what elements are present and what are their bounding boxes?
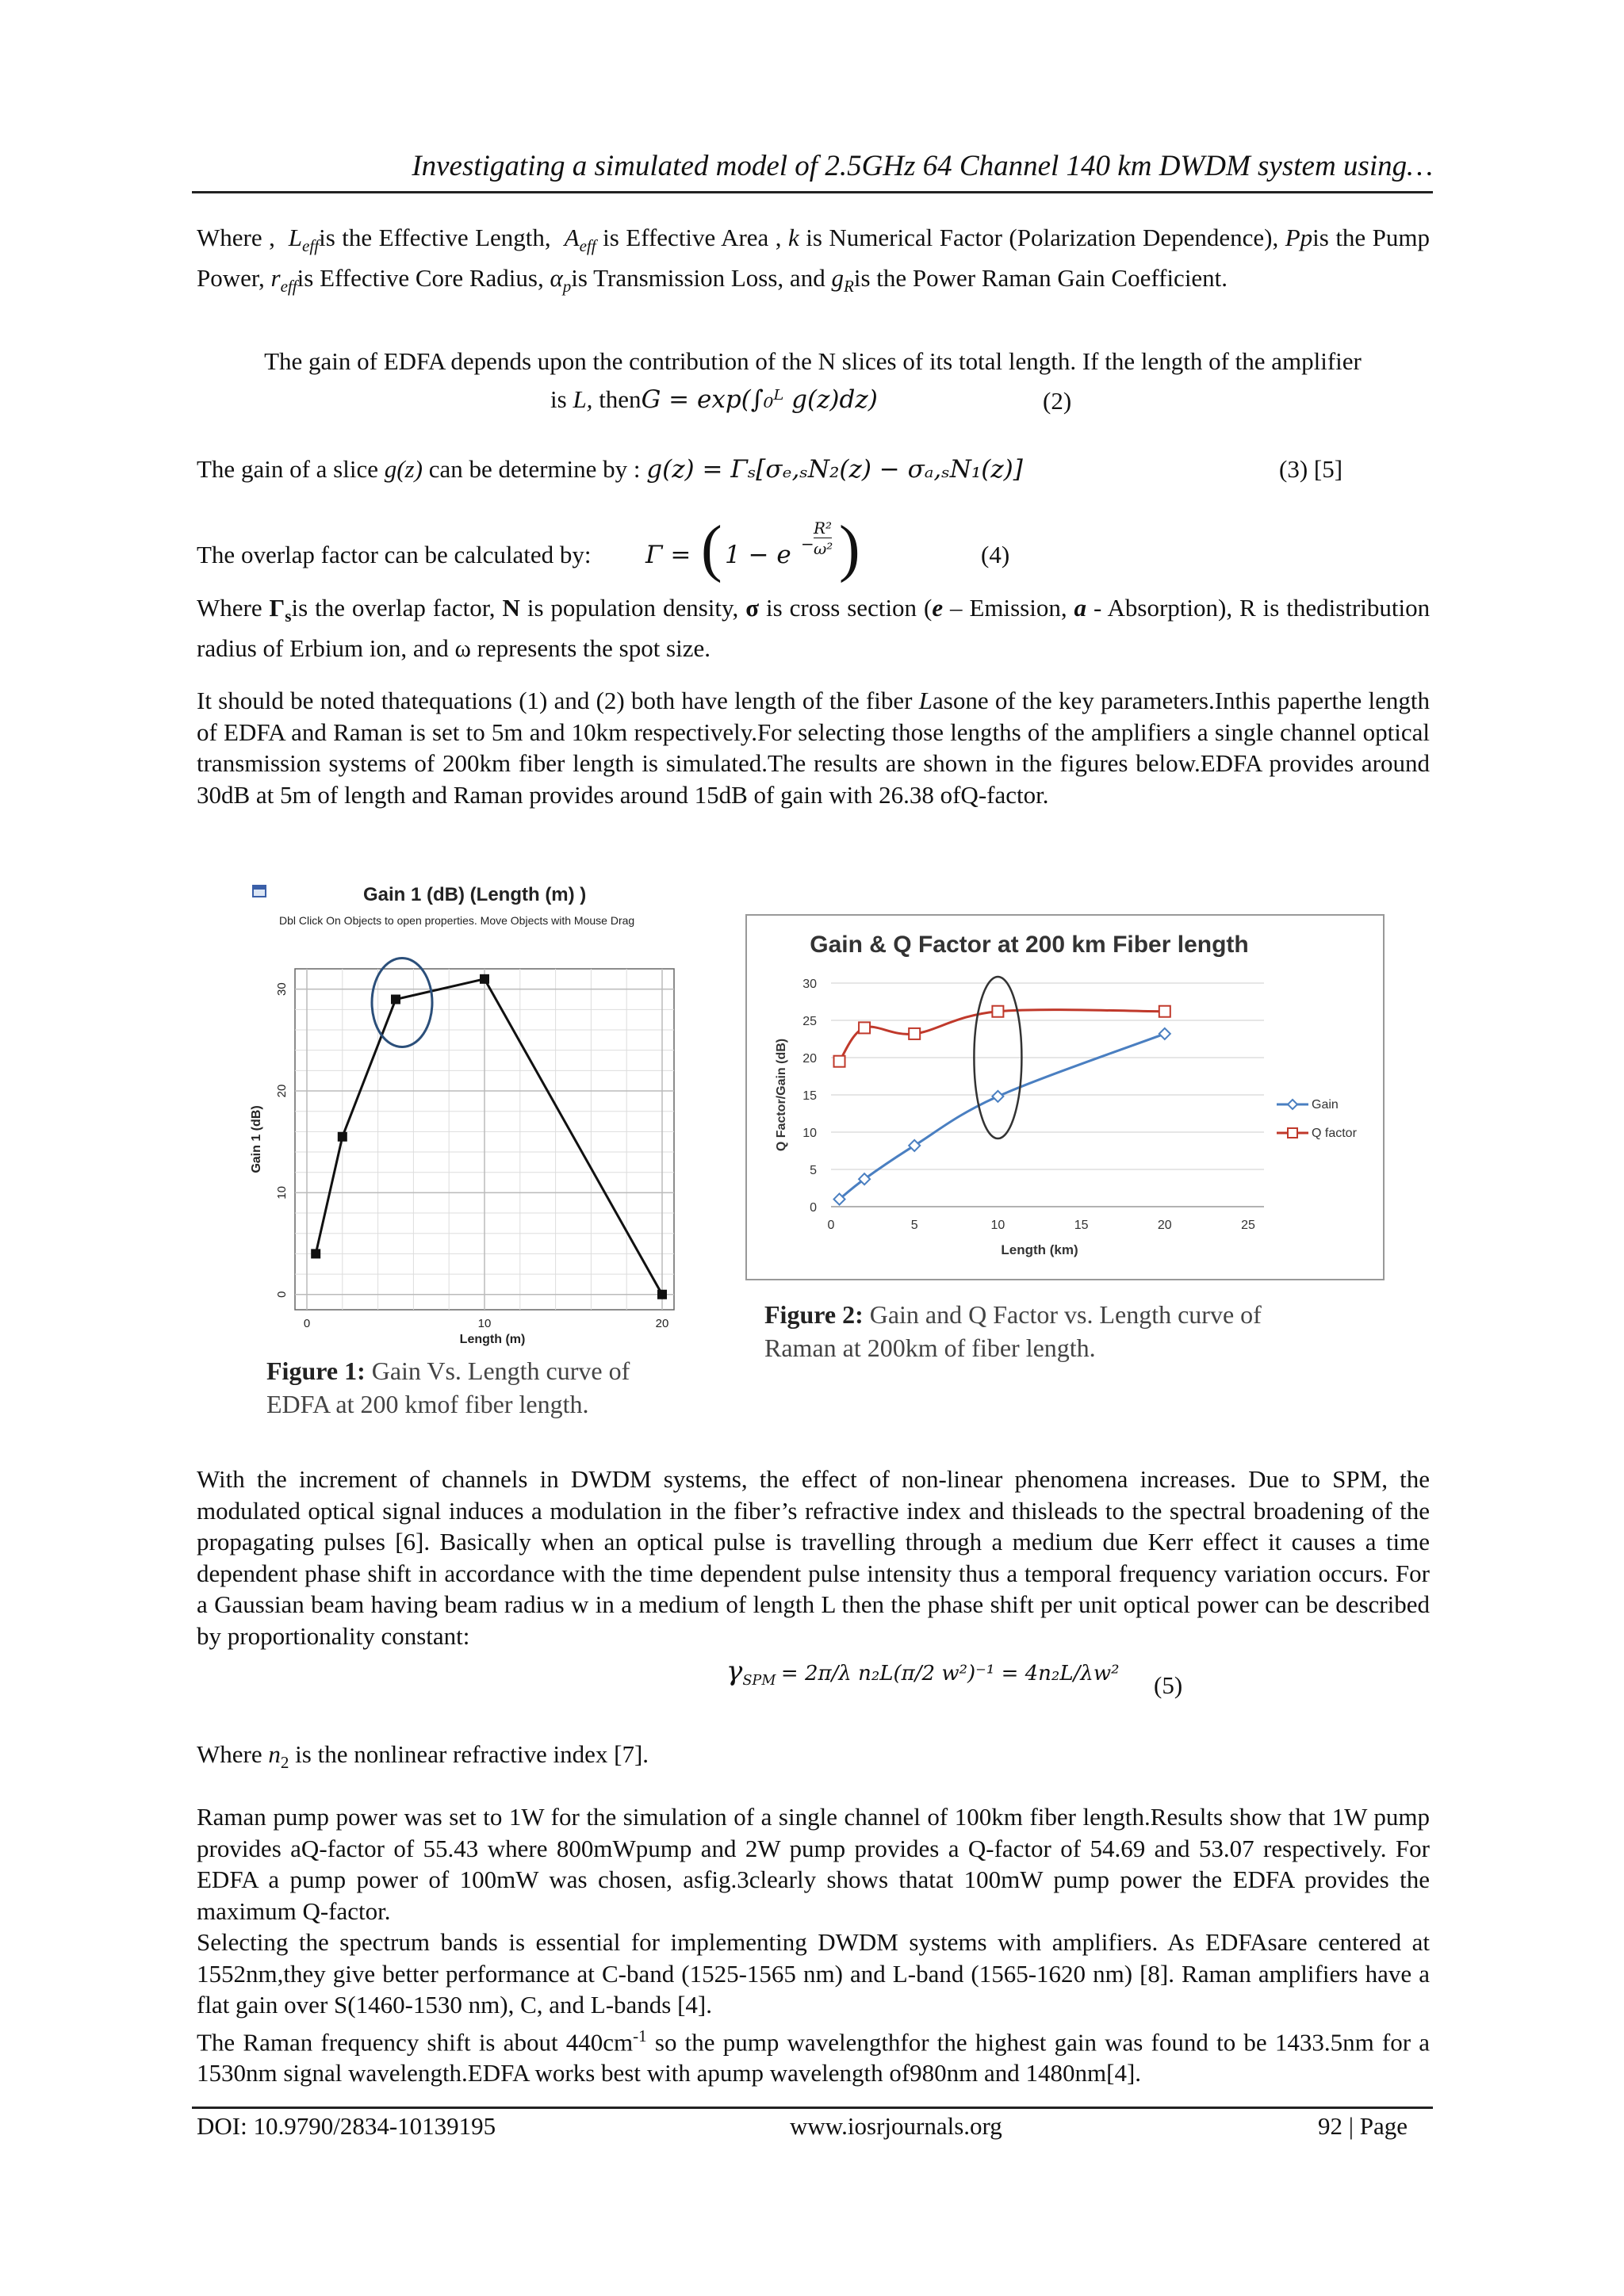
figure-1-x-axis-label: Length (m) [459,1333,526,1346]
figure-1-y-tick-label: 20 [275,1084,289,1098]
figure-1-data-point [391,995,400,1004]
figure-2-qfactor-point [992,1006,1003,1017]
figure-1-data-point [338,1132,347,1142]
figure-2-x-tick-label: 25 [1241,1219,1255,1232]
figure-2-gain-point [992,1091,1003,1102]
figure-1-x-tick-label: 0 [303,1317,311,1330]
edfa-gain-paragraph: The gain of EDFA depends upon the contribution of the N slices of its total length. If the length of the amplifier [264,347,1362,375]
equation-4-text: The overlap factor can be calculated by: [197,541,592,568]
figure-2-legend-marker [1288,1128,1297,1138]
figure-2-legend-label: Q factor [1312,1127,1357,1140]
footer-rule [192,2107,1433,2109]
figure-2-legend-marker [1288,1100,1297,1109]
overlap-definitions-paragraph: Where $\Gamma_sis$ the overlap factor, N is population density, σ is cross section (e – Emission, a - Absorption), R is thedistribution radius of Erbium ion, and ω represents the spot size. [197,594,1431,662]
figure-2-qfactor-point [834,1056,845,1067]
figure-2-qfactor-point [859,1022,870,1033]
figure-2-gain-line [840,1034,1165,1200]
footer-doi: DOI: 10.9790/2834-10139195 [197,2112,496,2140]
figure-2-qfactor-point [1159,1006,1170,1017]
equation-5-number: (5) [1154,1671,1183,1699]
figure-2-x-tick-label: 20 [1157,1219,1172,1232]
equation-2: is L, thenG = exp(∫₀ᴸ g(z)dz) [550,385,878,414]
figure-1-y-axis-label: Gain 1 (dB) [250,1105,263,1173]
equation-3: The gain of a slice g(z) can be determine by : g(z) = Γₛ[σₑ,ₛN₂(z) − σₐ,ₛN₁(z)] [197,455,1023,484]
figure-2-y-tick-label: 0 [810,1201,817,1215]
definitions-paragraph: Where , $L_{eff}is$ the Effective Length, $A_{eff}$ is Effective Area , k is Numerical Factor (Polarization Dependence), Ppis the Pump Power, $r_{eff}is$ Effective Core Radius, $\alpha_pis$ Transmission Loss, and $g_Ris$ the Power Raman Gain Coefficient. [197,224,1431,296]
figure-2-y-tick-label: 5 [810,1164,817,1177]
figure-2 [745,914,1385,1280]
figure-1-data-point [311,1249,320,1258]
figure-1-title: Gain 1 (dB) (Length (m) ) [363,884,587,905]
equation-3-number: (3) [5] [1279,455,1343,483]
figure-2-x-axis-label: Length (km) [1001,1242,1078,1257]
header-rule [192,191,1433,193]
figure-1-chart [246,878,714,1354]
figure-1-subtitle: Dbl Click On Objects to open properties. Move Objects with Mouse Drag [279,914,635,927]
figure-2-y-tick-label: 25 [802,1015,817,1028]
figure-2-y-axis-label: Q Factor/Gain (dB) [775,1038,788,1152]
figure-1-y-tick-label: 10 [275,1186,289,1200]
equation-5: $\gamma_{SPM} = 2\pi/\lambda$ n₂L(π/2 w²)⁻¹ = 4n₂L/λw² [726,1655,1120,1689]
figure-2-x-tick-label: 10 [990,1219,1005,1232]
figure-2-gain-point [1159,1028,1170,1039]
footer-page-number: 92 | Page [1318,2112,1408,2140]
figure-2-y-tick-label: 10 [802,1127,817,1140]
figure-2-legend-label: Gain [1312,1098,1339,1112]
figure-2-y-tick-label: 30 [802,978,817,991]
figure-1-data-point [480,974,489,984]
figure-2-caption: Figure 2: Gain and Q Factor vs. Length curve of Raman at 200km of fiber length. [764,1300,1262,1362]
equation-4-number: (4) [981,541,1010,568]
figure-2-x-tick-label: 5 [910,1219,918,1232]
figure-1-x-tick-label: 10 [477,1317,492,1330]
running-header: Investigating a simulated model of 2.5GHz 64 Channel 140 km DWDM system using… [412,150,1433,182]
figure-1-caption: Figure 1: Gain Vs. Length curve of EDFA at 200 kmof fiber length. [266,1357,630,1418]
figure-2-chart [747,916,1383,1279]
pump-power-paragraph: Raman pump power was set to 1W for the simulation of a single channel of 100km fiber length.Results show that 1W pump provides aQ-factor of 55.43 where 800mWpump and 2W pump provides a Q-factor of 54.69 and 53.07 respectively. For EDFA a pump power of 100mW was chosen, asfig.3clearly shows thatat 100mW pump power the EDFA provides the maximum Q-factor. Selecting the spectrum bands is essential for implementing DWDM systems with amplifiers. As EDFAsare centered at 1552nm,they give better performance at C-band (1525-1565 nm) and L-band (1565-1620 nm) [8]. Raman amplifiers have a flat gain over S(1460-1530 nm), C, and L-bands [4]. The Raman frequency shift is about $440cm^{-1}$ so the pump wavelengthfor the highest gain was found to be 1433.5nm for a 1530nm signal wavelength.EDFA works best with apump wavelength of980nm and 1480nm[4]. [197,1803,1430,2087]
figure-2-y-tick-label: 20 [802,1052,817,1066]
figure-2-gain-point [909,1140,920,1151]
figure-2-x-tick-label: 0 [827,1219,835,1232]
figure-1-plot-area [250,959,674,1346]
figure-2-y-tick-label: 15 [802,1089,817,1103]
nonlinear-index-paragraph: Where $n_2$ is the nonlinear refractive index [7]. [197,1740,649,1773]
figure-2-x-tick-label: 15 [1074,1219,1089,1232]
figure-2-title: Gain & Q Factor at 200 km Fiber length [810,932,1249,958]
figure-1-y-tick-label: 0 [275,1291,289,1298]
footer-website: www.iosrjournals.org [790,2112,1002,2140]
length-selection-paragraph: It should be noted thatequations (1) and (2) both have length of the fiber Lasone of the key parameters.Inthis paperthe length of EDFA and Raman is set to 5m and 10km respectively.For selecting those lengths of the amplifiers a single channel optical transmission systems of 200km fiber length is simulated.The results are shown in the figures below.EDFA provides around 30dB at 5m of length and Raman provides around 15dB of gain with 26.38 ofQ-factor. [197,687,1431,809]
figure-1-y-tick-label: 30 [275,982,289,997]
figure-1-x-tick-label: 20 [655,1317,669,1330]
spm-paragraph: With the increment of channels in DWDM systems, the effect of non-linear phenomena increases. Due to SPM, the modulated optical signal induces a modulation in the fiber’s refractive index and thisleads to the spectral broadening of the propagating pulses [6]. Basically when an optical pulse is travelling through a medium due Kerr effect it causes a time dependent phase shift in accordance with the time dependent pulse intensity thus a temporal frequency variation occurs. For a Gaussian beam having beam radius w in a medium of length L then the phase shift per unit optical power can be described by proportionality constant: [197,1465,1430,1650]
figure-1 [246,878,714,1354]
figure-2-qfactor-point [909,1028,920,1039]
equation-2-number: (2) [1043,387,1072,415]
figure-1-data-point [657,1290,667,1299]
window-icon [252,885,266,897]
